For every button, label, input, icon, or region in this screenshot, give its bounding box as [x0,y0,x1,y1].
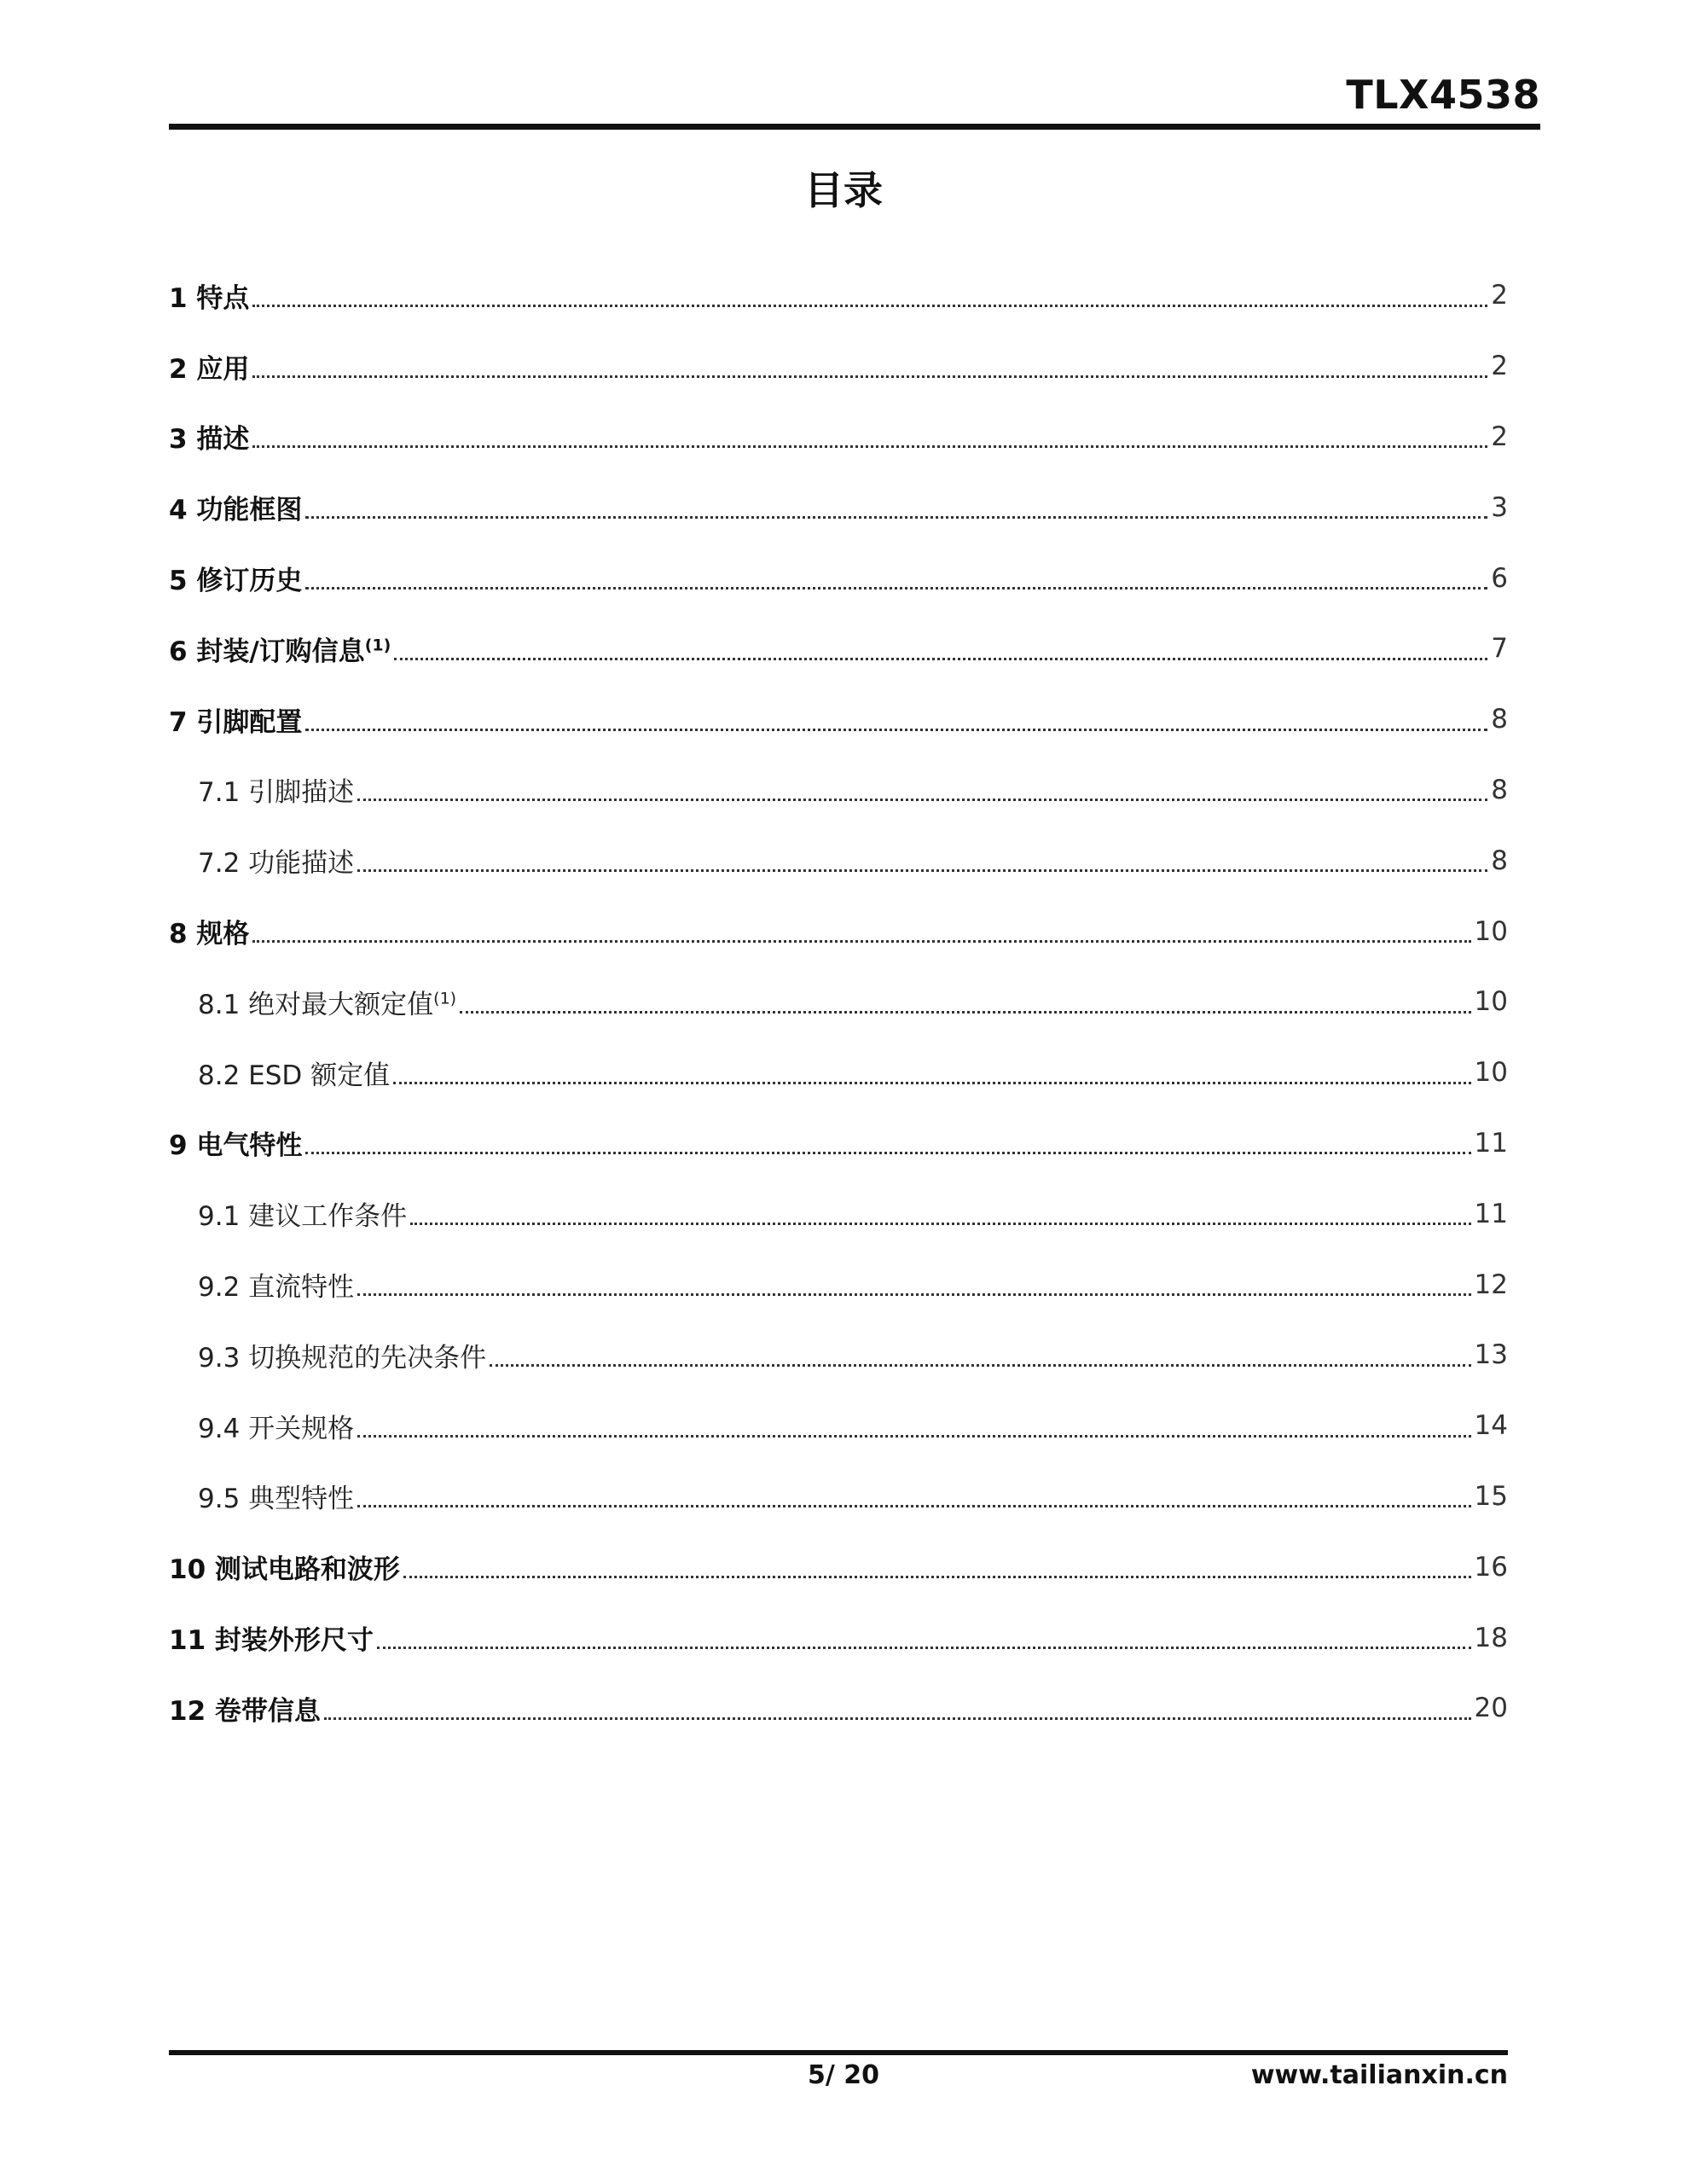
toc-entry[interactable] [169,825,1508,896]
header-rule [169,124,1540,130]
toc-entry[interactable] [169,1602,1508,1673]
toc-entry-title: 9.2 直流特性 [198,1272,355,1304]
toc-entry-label [169,1689,321,1728]
toc-entry[interactable] [169,331,1508,402]
toc-dot-leader [357,1293,1470,1296]
toc-entry-label [169,1124,302,1162]
toc-entry-title: 9.1 建议工作条件 [198,1201,408,1233]
toc-entry-page: 6 [1491,562,1508,594]
toc-entry-label [198,841,354,880]
toc-entry-label [169,347,249,386]
toc-entry-label [198,770,354,809]
toc-entry-page: 10 [1474,1057,1508,1089]
toc-entry-title: 11 封装外形尺寸 [169,1625,374,1657]
toc-entry-label [169,700,302,739]
toc-entry-label [198,1194,407,1233]
footer-website[interactable]: www.tailianxin.cn [1250,2060,1508,2090]
toc-dot-leader [252,940,1470,943]
toc-entry-title: 3 描述 [169,424,250,456]
toc-entry[interactable] [169,472,1508,543]
toc-entry[interactable] [169,402,1508,473]
footer-rule [169,2050,1508,2055]
toc-entry[interactable] [169,1249,1508,1320]
toc-entry-label [169,1548,400,1586]
toc-entry-label [198,1407,354,1445]
toc-dot-leader [305,516,1487,519]
toc-dot-leader [460,1011,1470,1014]
toc-entry-title: 1 特点 [169,282,250,314]
toc-dot-leader [393,1082,1470,1084]
table-of-contents [169,260,1508,1744]
toc-entry[interactable] [169,1320,1508,1391]
toc-entry-label [198,1336,486,1374]
toc-entry-label [169,276,249,315]
document-id: TLX4538 [1346,72,1540,118]
toc-dot-leader [490,1364,1470,1367]
toc-dot-leader [324,1717,1471,1720]
toc-dot-leader [305,1152,1470,1154]
toc-entry[interactable] [169,613,1508,684]
toc-dot-leader [410,1223,1470,1225]
toc-entry-label [169,1618,374,1657]
toc-entry[interactable] [169,1673,1508,1744]
toc-dot-leader [357,1435,1470,1438]
toc-entry-page: 13 [1474,1339,1508,1371]
toc-entry-page: 15 [1474,1480,1508,1512]
toc-dot-leader [357,1505,1470,1507]
toc-entry[interactable] [169,260,1508,331]
toc-entry-label [169,417,249,456]
toc-entry-page: 18 [1474,1622,1508,1653]
toc-entry-page: 3 [1491,491,1508,523]
toc-entry[interactable] [169,1108,1508,1179]
toc-entry-label [169,559,302,597]
toc-entry-title: 8 规格 [169,919,250,950]
toc-entry-title: 7 引脚配置 [169,706,303,738]
toc-entry[interactable] [169,684,1508,755]
toc-entry-title: 4 功能框图 [169,495,303,526]
toc-entry[interactable] [169,543,1508,613]
toc-entry-page: 7 [1491,633,1508,665]
toc-entry-title: 9.3 切换规范的先决条件 [198,1342,487,1374]
toc-entry-label [169,912,249,950]
toc-entry-label [198,1054,390,1092]
toc-entry[interactable] [169,896,1508,967]
toc-entry[interactable] [169,1037,1508,1108]
toc-entry-label [198,983,456,1021]
toc-entry-title: 9 电气特性 [169,1130,303,1162]
toc-entry-label [198,1265,354,1304]
toc-entry-title: 8.2 ESD 额定值 [198,1060,391,1091]
toc-entry-page: 8 [1491,845,1508,876]
toc-entry-page: 20 [1474,1693,1508,1724]
toc-entry-title: 12 卷带信息 [169,1695,321,1727]
toc-entry-title: 2 应用 [169,353,250,385]
toc-entry-title: 10 测试电路和波形 [169,1554,400,1586]
toc-entry[interactable] [169,755,1508,826]
toc-entry-page: 2 [1491,421,1508,452]
toc-entry-page: 8 [1491,774,1508,805]
toc-entry-page: 12 [1474,1269,1508,1300]
toc-entry[interactable] [169,1178,1508,1249]
toc-dot-leader [252,375,1487,378]
toc-entry-footnote-mark: (1) [433,989,457,1008]
toc-entry-page: 16 [1474,1551,1508,1583]
toc-entry-title: 6 封装/订购信息 [169,636,365,667]
toc-entry-page: 2 [1491,351,1508,382]
toc-dot-leader [252,445,1487,448]
toc-entry-title: 9.5 典型特性 [198,1484,355,1515]
toc-entry-label [198,1477,354,1515]
footer-page-number: 5/ 20 [807,2060,880,2090]
toc-entry-page: 10 [1474,986,1508,1018]
toc-entry-footnote-mark: (1) [364,636,391,655]
toc-dot-leader [403,1576,1471,1578]
toc-entry-page: 8 [1491,704,1508,735]
toc-entry-title: 8.1 绝对最大额定值 [198,989,434,1020]
toc-entry[interactable] [169,1461,1508,1532]
toc-dot-leader [305,729,1487,731]
toc-entry-label [169,488,302,526]
toc-dot-leader [357,869,1487,872]
toc-entry-title: 7.1 引脚描述 [198,777,355,809]
toc-entry-title: 9.4 开关规格 [198,1413,355,1444]
toc-entry-title: 7.2 功能描述 [198,848,355,880]
toc-dot-leader [394,658,1487,660]
toc-dot-leader [357,799,1487,801]
toc-entry-label [169,630,391,668]
toc-entry[interactable] [169,1391,1508,1461]
toc-entry-page: 11 [1474,1127,1508,1159]
toc-entry-page: 14 [1474,1410,1508,1442]
toc-entry-page: 2 [1491,280,1508,311]
toc-entry-page: 11 [1474,1198,1508,1229]
toc-title: 目录 [804,167,883,213]
toc-entry-title: 5 修订历史 [169,566,303,597]
toc-entry[interactable] [169,1531,1508,1602]
toc-dot-leader [252,305,1487,307]
toc-dot-leader [377,1647,1471,1649]
toc-entry-page: 10 [1474,915,1508,947]
toc-entry[interactable] [169,967,1508,1037]
toc-dot-leader [305,587,1487,590]
